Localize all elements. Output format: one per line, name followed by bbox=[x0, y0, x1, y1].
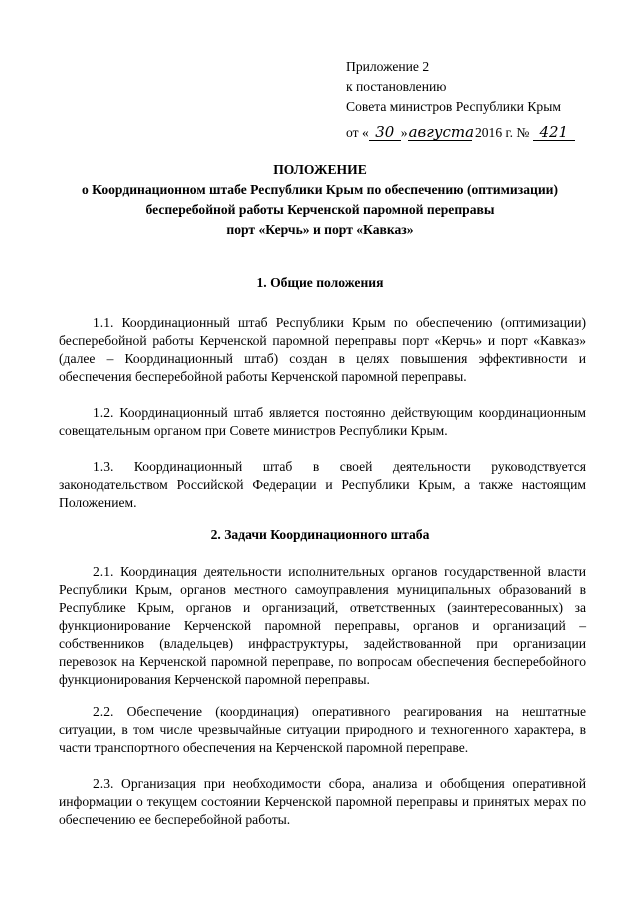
paragraph-1-3: 1.3. Координационный штаб в своей деятельности руководствуется законодательством Российской Федерации и Республики Крым, а также настоящим Положением. bbox=[59, 459, 586, 510]
title-line-3: бесперебойной работы Керченской паромной переправы bbox=[145, 202, 495, 217]
section-1-heading: 1. Общие положения bbox=[256, 275, 384, 290]
paragraph-1-1: 1.1. Координационный штаб Республики Крым по обеспечению (оптимизации) бесперебойной работы Керченской паромной переправы порт «Керчь» и порт «Кавказ» (далее – Координационный штаб) создан в целях повышения эффективности и обеспечения бесперебойной работы Керченской паромной переправы. bbox=[59, 315, 586, 384]
appendix-line-2: к постановлению bbox=[346, 79, 447, 94]
appendix-date-line bbox=[346, 123, 575, 143]
paragraph-2-1: 2.1. Координация деятельности исполнительных органов государственной власти Республики Крым, органов местного самоуправления муниципальных образований в Республике Крым, органов и организаций, ответственных (заинтересованных) за функционирование Керченской паромной переправы, органов и организаций – собственников (владельцев) инфраструктуры, задействованной при организации перевозок на Керченской паромной переправе, по вопросам обеспечения бесперебойного функционирования Керченской паромной переправы. bbox=[59, 564, 586, 687]
title-line-4: порт «Керчь» и порт «Кавказ» bbox=[226, 222, 414, 237]
paragraph-1-2: 1.2. Координационный штаб является постоянно действующим координационным совещательным органом при Совете министров Республики Крым. bbox=[59, 405, 586, 438]
title-line-2: о Координационном штабе Республики Крым по обеспечению (оптимизации) bbox=[81, 182, 559, 197]
handwritten-doc-number: 421 bbox=[533, 124, 575, 141]
document-title bbox=[40, 160, 600, 240]
appendix-line-3: Совета министров Республики Крым bbox=[346, 99, 561, 114]
appendix-line-1: Приложение 2 bbox=[346, 59, 430, 74]
paragraph-2-3: 2.3. Организация при необходимости сбора, анализа и обобщения оперативной информации о текущем состоянии Керченской паромной переправы и принятых мерах по обеспечению ее бесперебойной работы. bbox=[59, 776, 586, 827]
date-year: 2016 г. № bbox=[471, 125, 533, 140]
section-2-heading: 2. Задачи Координационного штаба bbox=[210, 527, 430, 542]
handwritten-day: 30 bbox=[369, 124, 401, 141]
appendix-block bbox=[346, 57, 575, 143]
date-mid: » bbox=[400, 125, 408, 140]
date-prefix: от « bbox=[346, 125, 369, 140]
handwritten-month: августа bbox=[408, 123, 475, 141]
title-line-1: ПОЛОЖЕНИЕ bbox=[273, 162, 367, 177]
paragraph-2-2: 2.2. Обеспечение (координация) оперативного реагирования на нештатные ситуации, в том числе чрезвычайные ситуации природного и техногенного характера, в части транспортного обеспечения на Керченской паромной переправе. bbox=[59, 704, 586, 755]
